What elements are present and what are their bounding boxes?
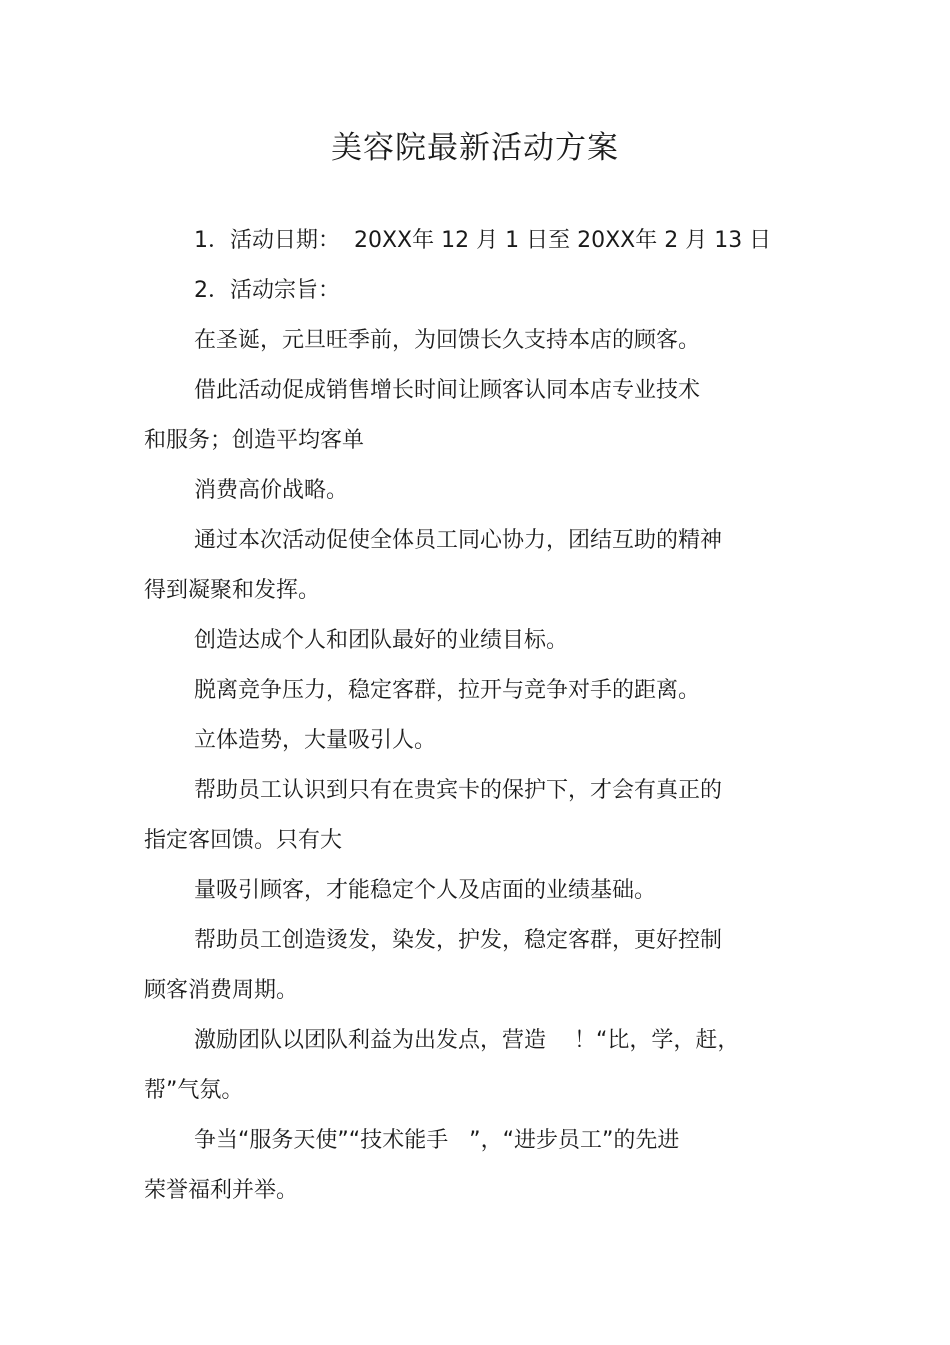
paragraph-line: 指定客回馈。只有大: [144, 828, 343, 853]
activity-purpose-heading: 2．活动宗旨：: [194, 278, 340, 303]
activity-date-line: 1．活动日期： 20XX年 12 月 1 日至 20XX年 2 月 13 日: [194, 228, 772, 253]
paragraph-line: 消费高价战略。: [194, 478, 349, 503]
paragraph-line: 激励团队以团队利益为出发点，营造 ！“比，学，赶，: [194, 1028, 740, 1053]
paragraph-line: 通过本次活动促使全体员工同心协力，团结互助的精神: [194, 528, 723, 553]
paragraph-line: 借此活动促成销售增长时间让顾客认同本店专业技术: [194, 378, 701, 403]
paragraph-line: 帮助员工创造烫发，染发，护发，稳定客群，更好控制: [194, 928, 723, 953]
paragraph-line: 帮助员工认识到只有在贵宾卡的保护下，才会有真正的: [194, 778, 723, 803]
document-title: 美容院最新活动方案: [331, 130, 619, 166]
paragraph-line: 在圣诞，元旦旺季前，为回馈长久支持本店的顾客。: [194, 328, 701, 353]
paragraph-line: 量吸引顾客，才能稳定个人及店面的业绩基础。: [194, 878, 657, 903]
paragraph-line: 脱离竞争压力，稳定客群，拉开与竞争对手的距离。: [194, 678, 701, 703]
paragraph-line: 帮”气氛。: [144, 1078, 244, 1103]
paragraph-line: 争当“服务天使”“技术能手 ”，“进步员工”的先进: [194, 1128, 680, 1153]
paragraph-line: 立体造势，大量吸引人。: [194, 728, 437, 753]
paragraph-line: 得到凝聚和发挥。: [144, 578, 321, 603]
paragraph-line: 荣誉福利并举。: [144, 1178, 299, 1203]
paragraph-line: 创造达成个人和团队最好的业绩目标。: [194, 628, 569, 653]
paragraph-line: 和服务；创造平均客单: [144, 428, 365, 453]
paragraph-line: 顾客消费周期。: [144, 978, 299, 1003]
